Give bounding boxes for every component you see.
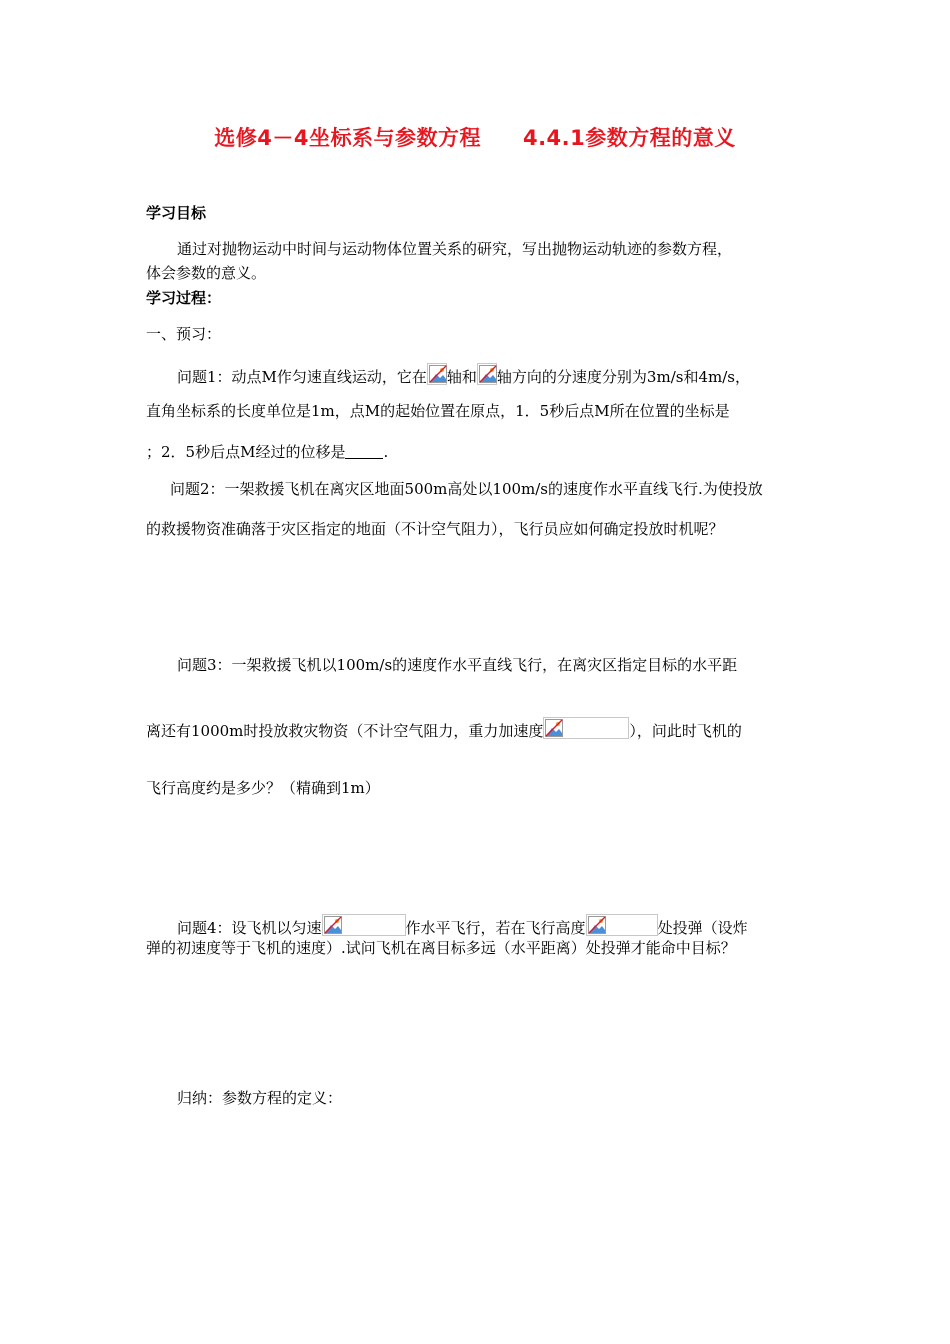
q3-text-a: 离还有1000m时投放救灾物资（不计空气阻力，重力加速度 xyxy=(146,722,544,740)
q1-text-line3-end: . xyxy=(383,443,389,461)
broken-image-icon xyxy=(427,363,447,385)
question1-line1 xyxy=(177,363,750,387)
question3-line2 xyxy=(146,717,742,741)
objectives-text-line1: 通过对抛物运动中时间与运动物体位置关系的研究，写出抛物运动轨迹的参数方程， xyxy=(177,240,733,258)
broken-image-icon xyxy=(543,717,629,739)
title-course: 选修4－4坐标系与参数方程 xyxy=(214,126,481,150)
question4-line1 xyxy=(177,914,748,938)
process-heading: 学习过程： xyxy=(146,289,222,307)
broken-image-icon xyxy=(477,363,497,385)
q1-text-b: 轴和 xyxy=(446,368,477,386)
broken-image-icon xyxy=(586,914,658,936)
preview-heading: 一、预习： xyxy=(146,325,222,343)
q3-text-b: ），问此时飞机的 xyxy=(629,722,742,740)
q4-text-b: 作水平飞行，若在飞行高度 xyxy=(405,919,586,937)
answer-blank xyxy=(345,444,383,459)
objectives-text-line2: 体会参数的意义。 xyxy=(146,264,267,282)
title-section: 4.4.1参数方程的意义 xyxy=(522,126,736,150)
question1-line3 xyxy=(146,442,388,462)
summary-line: 归纳：参数方程的定义： xyxy=(177,1089,343,1107)
question4-line2: 弹的初速度等于飞机的速度）.试问飞机在离目标多远（水平距离）处投弹才能命中目标？ xyxy=(146,939,736,957)
question1-line2: 直角坐标系的长度单位是1m，点M的起始位置在原点，1．5秒后点M所在位置的坐标是 xyxy=(146,402,730,420)
page-title xyxy=(0,122,950,152)
q1-text-c: 轴方向的分速度分别为3m/s和4m/s， xyxy=(496,368,750,386)
question3-line3: 飞行高度约是多少？（精确到1m） xyxy=(146,779,380,797)
objectives-heading: 学习目标 xyxy=(146,204,207,222)
q4-text-a: 问题4：设飞机以匀速 xyxy=(177,919,322,937)
question3-line1: 问题3：一架救援飞机以100m/s的速度作水平直线飞行，在离灾区指定目标的水平距 xyxy=(177,656,738,674)
question2-line2: 的救援物资准确落于灾区指定的地面（不计空气阻力），飞行员应如何确定投放时机呢？ xyxy=(146,520,724,538)
q1-text-a: 问题1：动点M作匀速直线运动，它在 xyxy=(177,368,427,386)
question2-line1: 问题2：一架救援飞机在离灾区地面500m高处以100m/s的速度作水平直线飞行.为使投放 xyxy=(170,480,763,498)
broken-image-icon xyxy=(322,914,406,936)
q1-text-line3: ；2．5秒后点M经过的位移是 xyxy=(146,443,346,461)
q4-text-c: 处投弹（设炸 xyxy=(657,919,748,937)
